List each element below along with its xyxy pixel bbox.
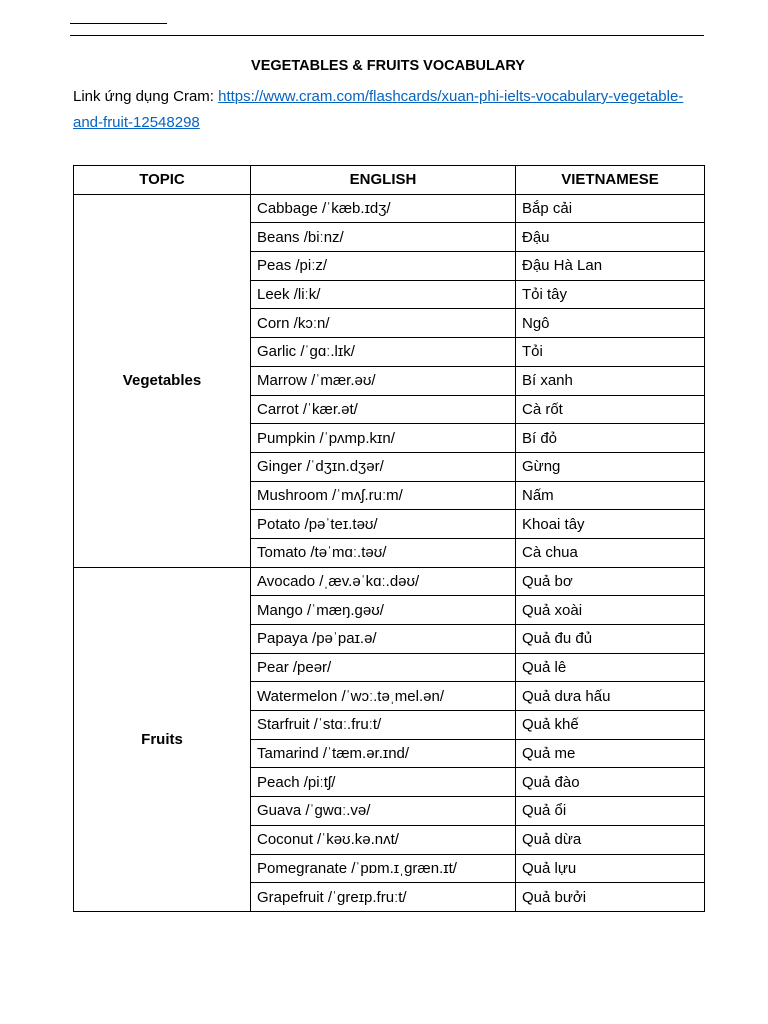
- english-cell: Peas /piːz/: [251, 252, 516, 281]
- vietnamese-cell: Quả ổi: [516, 797, 705, 826]
- english-cell: Mushroom /ˈmʌʃ.ruːm/: [251, 481, 516, 510]
- vietnamese-cell: Quả lê: [516, 653, 705, 682]
- english-cell: Mango /ˈmæŋ.ɡəʊ/: [251, 596, 516, 625]
- vietnamese-cell: Quả đào: [516, 768, 705, 797]
- table-header-row: [74, 166, 705, 195]
- vietnamese-cell: Gừng: [516, 452, 705, 481]
- english-cell: Garlic /ˈɡɑː.lɪk/: [251, 338, 516, 367]
- topic-cell-fruits: Fruits: [74, 567, 251, 911]
- vietnamese-cell: Khoai tây: [516, 510, 705, 539]
- english-cell: Tamarind /ˈtæm.ər.ɪnd/: [251, 739, 516, 768]
- vietnamese-cell: Cà rốt: [516, 395, 705, 424]
- vietnamese-cell: Quả dưa hấu: [516, 682, 705, 711]
- english-cell: Watermelon /ˈwɔː.təˌmel.ən/: [251, 682, 516, 711]
- document-title: VEGETABLES & FRUITS VOCABULARY: [251, 58, 525, 74]
- english-cell: Peach /piːtʃ/: [251, 768, 516, 797]
- english-cell: Potato /pəˈteɪ.təʊ/: [251, 510, 516, 539]
- cram-link-line: [73, 84, 713, 136]
- vietnamese-cell: Tỏi tây: [516, 280, 705, 309]
- table-row: [74, 567, 705, 596]
- vietnamese-cell: Quả dừa: [516, 825, 705, 854]
- english-cell: Carrot /ˈkær.ət/: [251, 395, 516, 424]
- vietnamese-cell: Cà chua: [516, 538, 705, 567]
- header-vietnamese: VIETNAMESE: [516, 166, 705, 195]
- header-rule: [70, 35, 704, 36]
- english-cell: Grapefruit /ˈɡreɪp.fruːt/: [251, 883, 516, 912]
- english-cell: Corn /kɔːn/: [251, 309, 516, 338]
- table-row: [74, 194, 705, 223]
- english-cell: Pear /peər/: [251, 653, 516, 682]
- english-cell: Pomegranate /ˈpɒm.ɪˌɡræn.ɪt/: [251, 854, 516, 883]
- english-cell: Ginger /ˈdʒɪn.dʒər/: [251, 452, 516, 481]
- topic-cell-vegetables: Vegetables: [74, 194, 251, 567]
- vocabulary-table: [73, 165, 705, 912]
- english-cell: Avocado /ˌæv.əˈkɑː.dəʊ/: [251, 567, 516, 596]
- vietnamese-cell: Quả đu đủ: [516, 625, 705, 654]
- link-prefix: Link ứng dụng Cram:: [73, 88, 219, 105]
- header-english: ENGLISH: [251, 166, 516, 195]
- vietnamese-cell: Quả bơ: [516, 567, 705, 596]
- vietnamese-cell: Bắp cải: [516, 194, 705, 223]
- english-cell: Starfruit /ˈstɑː.fruːt/: [251, 711, 516, 740]
- vietnamese-cell: Quả lựu: [516, 854, 705, 883]
- cram-link[interactable]: https://www.cram.com/flashcards/xuan-phi-ielts-vocabulary-vegetable-and-fruit-12548298: [73, 88, 684, 131]
- vietnamese-cell: Quả xoài: [516, 596, 705, 625]
- vietnamese-cell: Quả me: [516, 739, 705, 768]
- table-body: [74, 194, 705, 911]
- english-cell: Leek /liːk/: [251, 280, 516, 309]
- vietnamese-cell: Quả bưởi: [516, 883, 705, 912]
- english-cell: Marrow /ˈmær.əʊ/: [251, 366, 516, 395]
- english-cell: Papaya /pəˈpaɪ.ə/: [251, 625, 516, 654]
- vietnamese-cell: Tỏi: [516, 338, 705, 367]
- vietnamese-cell: Đậu Hà Lan: [516, 252, 705, 281]
- vietnamese-cell: Ngô: [516, 309, 705, 338]
- english-cell: Coconut /ˈkəʊ.kə.nʌt/: [251, 825, 516, 854]
- vietnamese-cell: Nấm: [516, 481, 705, 510]
- english-cell: Beans /biːnz/: [251, 223, 516, 252]
- english-cell: Cabbage /ˈkæb.ɪdʒ/: [251, 194, 516, 223]
- english-cell: Guava /ˈɡwɑː.və/: [251, 797, 516, 826]
- vietnamese-cell: Bí xanh: [516, 366, 705, 395]
- vietnamese-cell: Đậu: [516, 223, 705, 252]
- header-topic: TOPIC: [74, 166, 251, 195]
- english-cell: Tomato /təˈmɑː.təʊ/: [251, 538, 516, 567]
- english-cell: Pumpkin /ˈpʌmp.kɪn/: [251, 424, 516, 453]
- vietnamese-cell: Bí đỏ: [516, 424, 705, 453]
- header-short-rule: [70, 23, 167, 24]
- vietnamese-cell: Quả khế: [516, 711, 705, 740]
